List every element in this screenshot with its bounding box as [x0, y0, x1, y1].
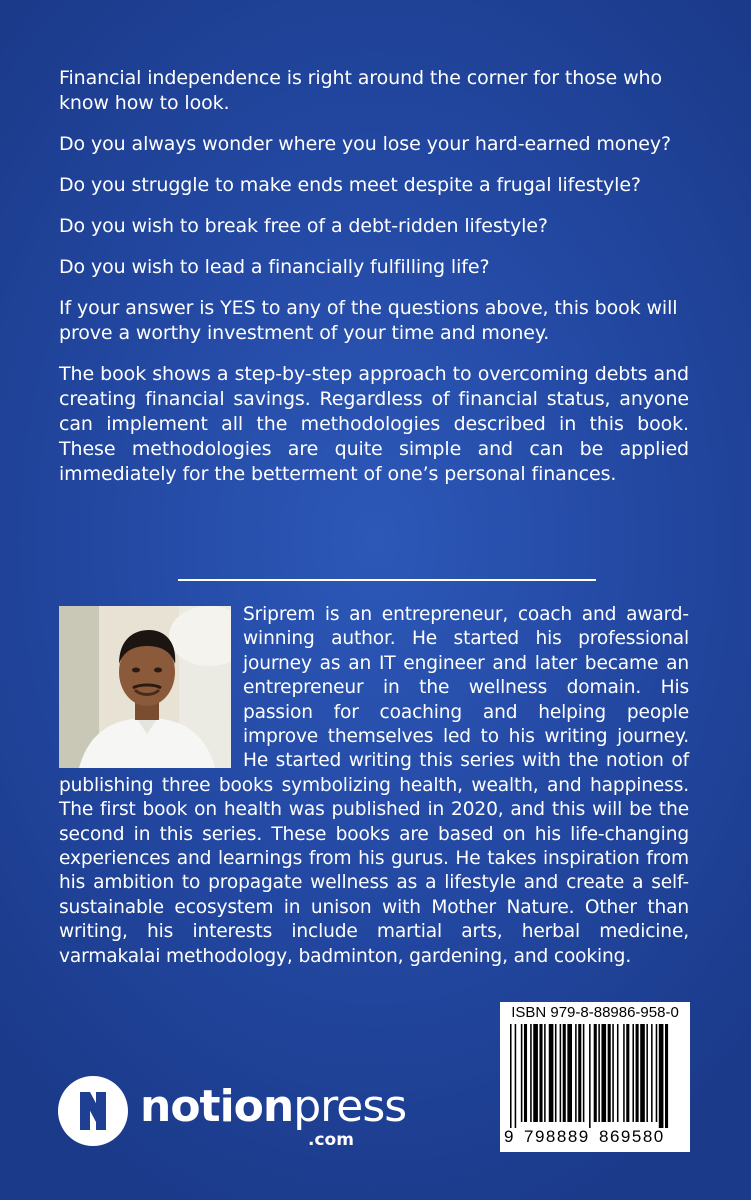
barcode-bar [632, 1024, 634, 1122]
barcode-bar [530, 1024, 532, 1122]
publisher-logo [58, 1076, 418, 1150]
barcode-bar [583, 1024, 585, 1122]
barcode-bar [555, 1024, 557, 1122]
barcode-bar [623, 1024, 625, 1122]
barcode-bar [533, 1024, 538, 1122]
barcode-digit-group-1: 798889 [524, 1127, 590, 1146]
blurb-question: Do you wish to lead a financially fulfilling life? [59, 256, 490, 278]
barcode-bar [521, 1024, 523, 1122]
blurb-question: Do you always wonder where you lose your hard-earned money? [59, 133, 671, 155]
barcode-bar [515, 1024, 517, 1128]
author-photo [59, 606, 231, 768]
barcode-bar [575, 1024, 577, 1122]
blurb-paragraph: Financial independence is right around the corner for those who know how to look. [59, 67, 662, 114]
barcode-bar [612, 1024, 614, 1122]
barcode-bar [578, 1024, 581, 1122]
barcode-bar [665, 1024, 668, 1128]
publisher-name-light: press [293, 1081, 407, 1132]
barcode-bar [589, 1024, 591, 1128]
author-bio-text: Sriprem is an entrepreneur, coach and award-winning author. He started his professional journey as an IT engineer and later became an entrepreneur in the wellness domain. His passion for coaching and helping people improve themselves led to his writing journey. He started writing this series with the notion of publishing three books symbolizing health, wealth, and happiness. The first book on health was published in 2020, and this will be the second in this series. These books are based on his life-changing experiences and learnings from his gurus. He takes inspiration from his ambition to propagate wellness as a lifestyle and create a self-sustainable ecosystem in unison with Mother Nature. Other than writing, his interests include martial arts, herbal medicine, varmakalai methodology, badminton, gardening, and cooking. [59, 604, 689, 967]
barcode-bar [626, 1024, 629, 1122]
barcode-bar [567, 1024, 572, 1122]
isbn-barcode [500, 1002, 690, 1152]
barcode-digit-group-2: 869580 [599, 1127, 665, 1146]
barcode-bar [560, 1024, 562, 1122]
barcode-bar [549, 1024, 554, 1122]
barcode-bar [640, 1024, 645, 1122]
barcode-bar [656, 1024, 658, 1122]
barcode-bar [563, 1024, 566, 1122]
barcode-bar [651, 1024, 653, 1122]
notionpress-logo-icon [58, 1076, 128, 1146]
barcode-bar [539, 1024, 542, 1122]
blurb-paragraph: The book shows a step-by-step approach to overcoming debts and creating financial savings. Regardless of financial status, anyone can implement all the methodologies described in this book. These methodologies are quite simple and can be applied immediately for the betterment of one’s personal finances. [59, 363, 689, 485]
barcode-bar [524, 1024, 527, 1122]
barcode-bars [508, 1024, 682, 1128]
barcode-digit-first: 9 [504, 1127, 515, 1146]
barcode-bar [594, 1024, 597, 1122]
barcode-bar [598, 1024, 600, 1122]
blurb-paragraph: If your answer is YES to any of the questions above, this book will prove a worthy investment of your time and money. [59, 297, 678, 344]
barcode-bar [608, 1024, 611, 1122]
barcode-bar [646, 1024, 648, 1122]
barcode-bar [617, 1024, 619, 1122]
isbn-label: ISBN 979-8-88986-958-0 [511, 1004, 679, 1021]
barcode-bar [544, 1024, 546, 1122]
author-bio-section [59, 603, 689, 969]
publisher-name-bold: notion [140, 1081, 294, 1132]
book-blurb [59, 66, 689, 503]
section-divider [178, 579, 596, 581]
barcode-bar [636, 1024, 639, 1122]
barcode-bar [659, 1024, 664, 1128]
blurb-question: Do you wish to break free of a debt-ridden lifestyle? [59, 215, 548, 237]
barcode-bar [510, 1024, 512, 1128]
publisher-domain: .com [308, 1130, 354, 1150]
publisher-name [140, 1080, 406, 1134]
blurb-question: Do you struggle to make ends meet despite a frugal lifestyle? [59, 174, 641, 196]
barcode-bar [601, 1024, 606, 1122]
